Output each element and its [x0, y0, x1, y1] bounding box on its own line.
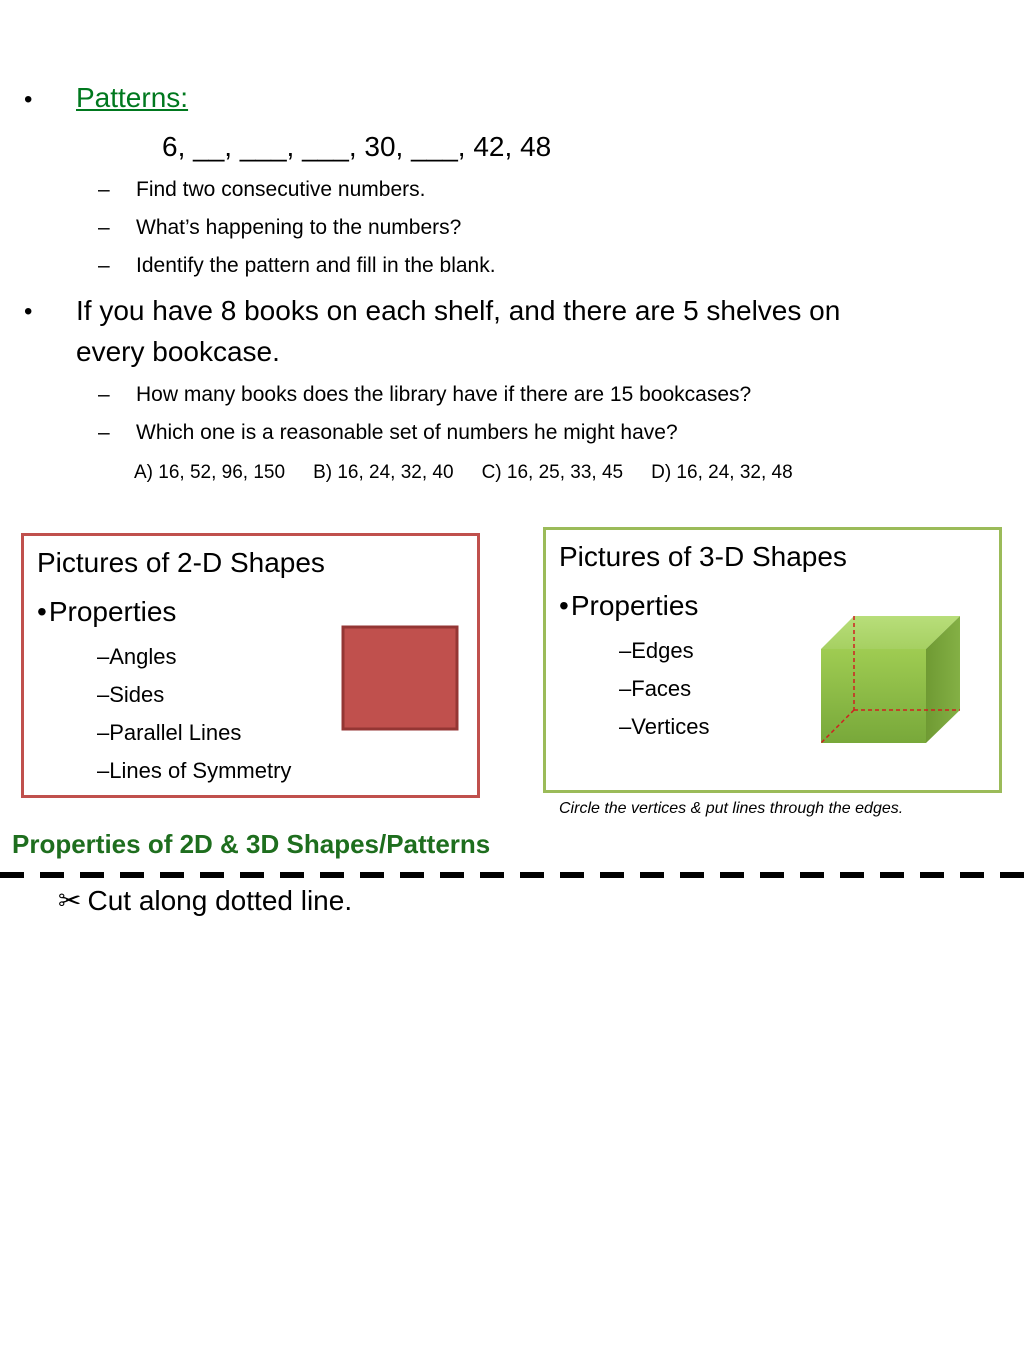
- list-item: [619, 676, 691, 702]
- problem-line-1: If you have 8 books on each shelf, and there are 5 shelves on: [76, 295, 841, 326]
- list-item: [97, 720, 241, 746]
- dash-marker: –: [619, 638, 632, 663]
- list-item: [98, 421, 678, 445]
- dash-marker: –: [97, 682, 110, 707]
- bullet-icon: •: [24, 86, 33, 113]
- instruction-note: Circle the vertices & put lines through the edges.: [559, 800, 904, 817]
- dash-marker: –: [98, 383, 110, 406]
- list-item: [98, 216, 461, 240]
- property-text: Vertices: [631, 714, 710, 739]
- choice-c[interactable]: C) 16, 25, 33, 45: [481, 462, 624, 483]
- list-item: [98, 178, 425, 202]
- step-text: Identify the pattern and fill in the blank.: [136, 254, 496, 277]
- list-item: [98, 383, 751, 407]
- shapes-2d-box: [21, 533, 480, 798]
- dash-marker: –: [98, 421, 110, 444]
- section-title: Properties of 2D & 3D Shapes/Patterns: [12, 829, 491, 859]
- property-text: Angles: [109, 644, 177, 669]
- list-item: [97, 758, 291, 784]
- pattern-sequence: 6, __, ___, ___, 30, ___, 42, 48: [162, 131, 552, 162]
- green-cube-icon: [816, 610, 966, 750]
- red-square-icon: [341, 625, 461, 733]
- property-text: Parallel Lines: [109, 720, 242, 745]
- list-item: [97, 644, 177, 670]
- dash-marker: –: [619, 676, 632, 701]
- list-item: [619, 714, 710, 740]
- property-text: Faces: [631, 676, 692, 701]
- bullet-icon: •: [37, 596, 47, 627]
- property-text: Lines of Symmetry: [109, 758, 292, 783]
- cut-text: Cut along dotted line.: [87, 885, 353, 916]
- question-text: Which one is a reasonable set of numbers he might have?: [136, 421, 678, 444]
- list-item: [619, 638, 694, 664]
- patterns-heading[interactable]: Patterns:: [76, 82, 189, 113]
- properties-label: Properties: [570, 590, 699, 621]
- dash-marker: –: [619, 714, 632, 739]
- shapes-2d-title: Pictures of 2-D Shapes: [37, 547, 325, 578]
- choice-b[interactable]: B) 16, 24, 32, 40: [313, 462, 454, 483]
- bullet-icon: •: [24, 298, 33, 325]
- bullet-icon: •: [559, 590, 569, 621]
- step-text: What’s happening to the numbers?: [136, 216, 462, 239]
- property-text: Sides: [109, 682, 165, 707]
- list-item: [97, 682, 164, 708]
- property-text: Edges: [631, 638, 694, 663]
- problem-line-2: every bookcase.: [76, 336, 280, 367]
- properties-label: Properties: [48, 596, 177, 627]
- dash-marker: –: [98, 216, 110, 239]
- dash-marker: –: [97, 758, 110, 783]
- shapes-3d-box: [543, 527, 1002, 793]
- shapes-3d-title: Pictures of 3-D Shapes: [559, 541, 847, 572]
- cut-instruction: [58, 884, 352, 917]
- dotted-cut-line: [0, 872, 1024, 878]
- properties-heading: [559, 590, 698, 622]
- dash-marker: –: [97, 644, 110, 669]
- properties-heading: [37, 596, 176, 628]
- list-item: [98, 254, 496, 278]
- choice-d[interactable]: D) 16, 24, 32, 48: [651, 462, 793, 483]
- choice-a[interactable]: A) 16, 52, 96, 150: [134, 462, 286, 483]
- dash-marker: –: [98, 178, 110, 201]
- answer-choices: [134, 462, 821, 484]
- step-text: Find two consecutive numbers.: [136, 178, 426, 201]
- question-text: How many books does the library have if there are 15 bookcases?: [136, 383, 752, 406]
- scissors-icon: ✂: [58, 885, 82, 916]
- dash-marker: –: [97, 720, 110, 745]
- dash-marker: –: [98, 254, 110, 277]
